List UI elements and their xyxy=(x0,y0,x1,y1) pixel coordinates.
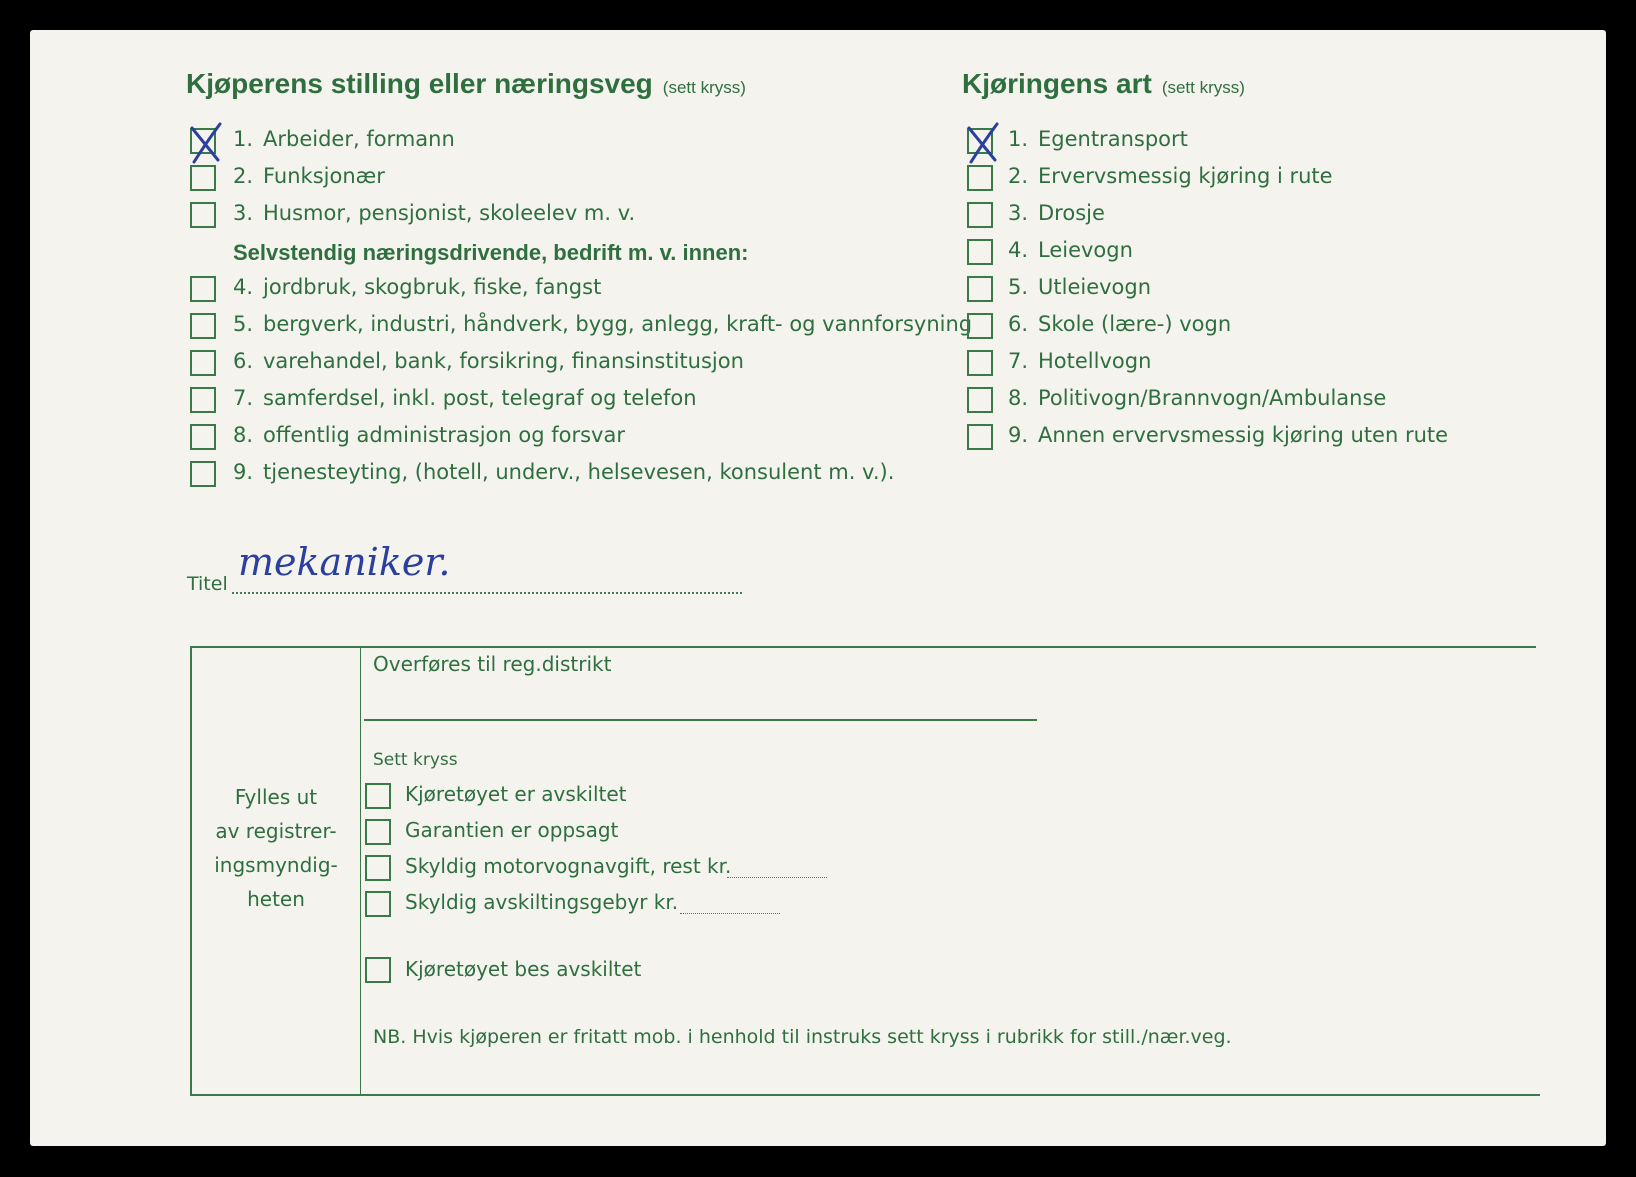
option-number: 8. xyxy=(1008,386,1029,410)
option-text: Politivogn/Brannvogn/Ambulanse xyxy=(1038,386,1387,410)
form-sheet xyxy=(30,30,1606,1146)
buyer-heading-note: (sett kryss) xyxy=(662,78,746,97)
driving-type-option-label-7 xyxy=(1008,349,1151,373)
driving-type-checkbox-7[interactable] xyxy=(967,350,993,376)
driving-type-checkbox-3[interactable] xyxy=(967,202,993,228)
box-left-border xyxy=(190,646,192,1096)
box-bottom-border xyxy=(190,1094,1540,1096)
option-text: Ervervsmessig kjøring i rute xyxy=(1038,164,1333,188)
option-text: Hotellvogn xyxy=(1038,349,1152,373)
side-label-line: Fylles ut xyxy=(234,785,318,809)
option-text: Utleievogn xyxy=(1038,275,1152,299)
industry-checkbox-1[interactable] xyxy=(190,276,216,302)
option-number: 6. xyxy=(233,349,254,373)
driving-type-option-label-6 xyxy=(1008,312,1231,336)
option-text: Drosje xyxy=(1038,201,1105,225)
driving-heading-note: (sett kryss) xyxy=(1161,78,1245,97)
transfer-field-line[interactable] xyxy=(364,719,1037,721)
industry-option-label-2 xyxy=(233,312,972,336)
registry-option-label-1: Kjøretøyet er avskiltet xyxy=(405,782,627,806)
nb-note: NB. Hvis kjøperen er fritatt mob. i henhold til instruks sett kryss i rubrikk for still./nær.veg. xyxy=(373,1026,1232,1048)
option-text: Skole (lære-) vogn xyxy=(1038,312,1232,336)
occupation-option-label-2 xyxy=(233,164,385,188)
option-text: offentlig administrasjon og forsvar xyxy=(263,423,625,447)
title-label: Titel xyxy=(187,573,228,595)
registry-option-checkbox-3[interactable] xyxy=(365,855,391,881)
industry-checkbox-6[interactable] xyxy=(190,461,216,487)
side-label-line: heten xyxy=(247,887,305,911)
driving-type-checkbox-1[interactable] xyxy=(967,128,993,154)
option-text: Leievogn xyxy=(1038,238,1133,262)
side-label-line: av registrer- xyxy=(215,819,337,843)
box-divider xyxy=(360,646,361,1096)
side-label-line: ingsmyndig- xyxy=(214,853,338,877)
industry-checkbox-4[interactable] xyxy=(190,387,216,413)
buyer-occupation-heading-text: Kjøperens stilling eller næringsveg xyxy=(186,68,653,99)
occupation-option-label-3 xyxy=(233,201,635,225)
occupation-option-label-1 xyxy=(233,127,455,151)
option-text: bergverk, industri, håndverk, bygg, anlegg, kraft- og vannforsyning xyxy=(263,312,973,336)
title-field-line xyxy=(232,592,742,594)
registry-option-label-3: Skyldig motorvognavgift, rest kr. xyxy=(405,854,732,878)
option-text: Funksjonær xyxy=(263,164,385,188)
bes-avskiltet-checkbox[interactable] xyxy=(365,957,391,983)
driving-type-checkbox-9[interactable] xyxy=(967,424,993,450)
driving-type-checkbox-8[interactable] xyxy=(967,387,993,413)
box-top-border xyxy=(190,646,1536,648)
option-number: 3. xyxy=(233,201,254,225)
driving-type-checkbox-5[interactable] xyxy=(967,276,993,302)
driving-type-heading xyxy=(962,68,1245,100)
registry-option-label-2: Garantien er oppsagt xyxy=(405,818,619,842)
option-number: 2. xyxy=(233,164,254,188)
option-text: varehandel, bank, forsikring, finansinstitusjon xyxy=(263,349,744,373)
option-text: samferdsel, inkl. post, telegraf og telefon xyxy=(263,386,697,410)
cross-mark-icon xyxy=(963,122,1003,166)
registry-side-label xyxy=(195,780,357,916)
buyer-occupation-heading xyxy=(186,68,746,100)
transfer-label: Overføres til reg.distrikt xyxy=(373,652,612,676)
driving-type-option-label-2 xyxy=(1008,164,1333,188)
option-number: 1. xyxy=(1008,127,1029,151)
title-handwritten-value[interactable]: mekaniker. xyxy=(238,540,451,584)
occupation-checkbox-1[interactable] xyxy=(190,128,216,154)
driving-type-heading-text: Kjøringens art xyxy=(962,68,1152,99)
option-number: 5. xyxy=(233,312,254,336)
option-number: 3. xyxy=(1008,201,1029,225)
driving-type-option-label-4 xyxy=(1008,238,1133,262)
registry-option-label-4: Skyldig avskiltingsgebyr kr. xyxy=(405,890,679,914)
industry-checkbox-5[interactable] xyxy=(190,424,216,450)
occupation-checkbox-3[interactable] xyxy=(190,202,216,228)
sett-kryss-label: Sett kryss xyxy=(373,750,458,770)
industry-option-label-3 xyxy=(233,349,744,373)
self-employed-subheading: Selvstendig næringsdrivende, bedrift m. v. innen: xyxy=(233,240,749,265)
option-number: 7. xyxy=(233,386,254,410)
industry-option-label-1 xyxy=(233,275,601,299)
industry-option-label-4 xyxy=(233,386,697,410)
option-number: 1. xyxy=(233,127,254,151)
option-number: 2. xyxy=(1008,164,1029,188)
driving-type-option-label-3 xyxy=(1008,201,1105,225)
option-number: 9. xyxy=(233,460,254,484)
bes-avskiltet-label: Kjøretøyet bes avskiltet xyxy=(405,957,642,981)
option-number: 7. xyxy=(1008,349,1029,373)
option-text: tjenesteyting, (hotell, underv., helsevesen, konsulent m. v.). xyxy=(263,460,895,484)
amount-field-line[interactable] xyxy=(727,877,827,878)
option-number: 8. xyxy=(233,423,254,447)
option-number: 6. xyxy=(1008,312,1029,336)
industry-option-label-5 xyxy=(233,423,625,447)
option-number: 5. xyxy=(1008,275,1029,299)
option-number: 9. xyxy=(1008,423,1029,447)
option-number: 4. xyxy=(1008,238,1029,262)
option-text: Egentransport xyxy=(1038,127,1188,151)
option-text: jordbruk, skogbruk, fiske, fangst xyxy=(263,275,602,299)
industry-checkbox-3[interactable] xyxy=(190,350,216,376)
registry-option-checkbox-4[interactable] xyxy=(365,891,391,917)
registry-option-checkbox-1[interactable] xyxy=(365,783,391,809)
driving-type-checkbox-6[interactable] xyxy=(967,313,993,339)
cross-mark-icon xyxy=(186,122,226,166)
driving-type-checkbox-2[interactable] xyxy=(967,165,993,191)
driving-type-option-label-5 xyxy=(1008,275,1151,299)
driving-type-option-label-1 xyxy=(1008,127,1188,151)
amount-field-line[interactable] xyxy=(680,913,780,914)
driving-type-option-label-9 xyxy=(1008,423,1448,447)
option-text: Arbeider, formann xyxy=(263,127,455,151)
option-text: Husmor, pensjonist, skoleelev m. v. xyxy=(263,201,636,225)
industry-option-label-6 xyxy=(233,460,894,484)
option-text: Annen ervervsmessig kjøring uten rute xyxy=(1038,423,1449,447)
industry-checkbox-2[interactable] xyxy=(190,313,216,339)
registry-option-checkbox-2[interactable] xyxy=(365,819,391,845)
driving-type-option-label-8 xyxy=(1008,386,1386,410)
occupation-checkbox-2[interactable] xyxy=(190,165,216,191)
option-number: 4. xyxy=(233,275,254,299)
driving-type-checkbox-4[interactable] xyxy=(967,239,993,265)
